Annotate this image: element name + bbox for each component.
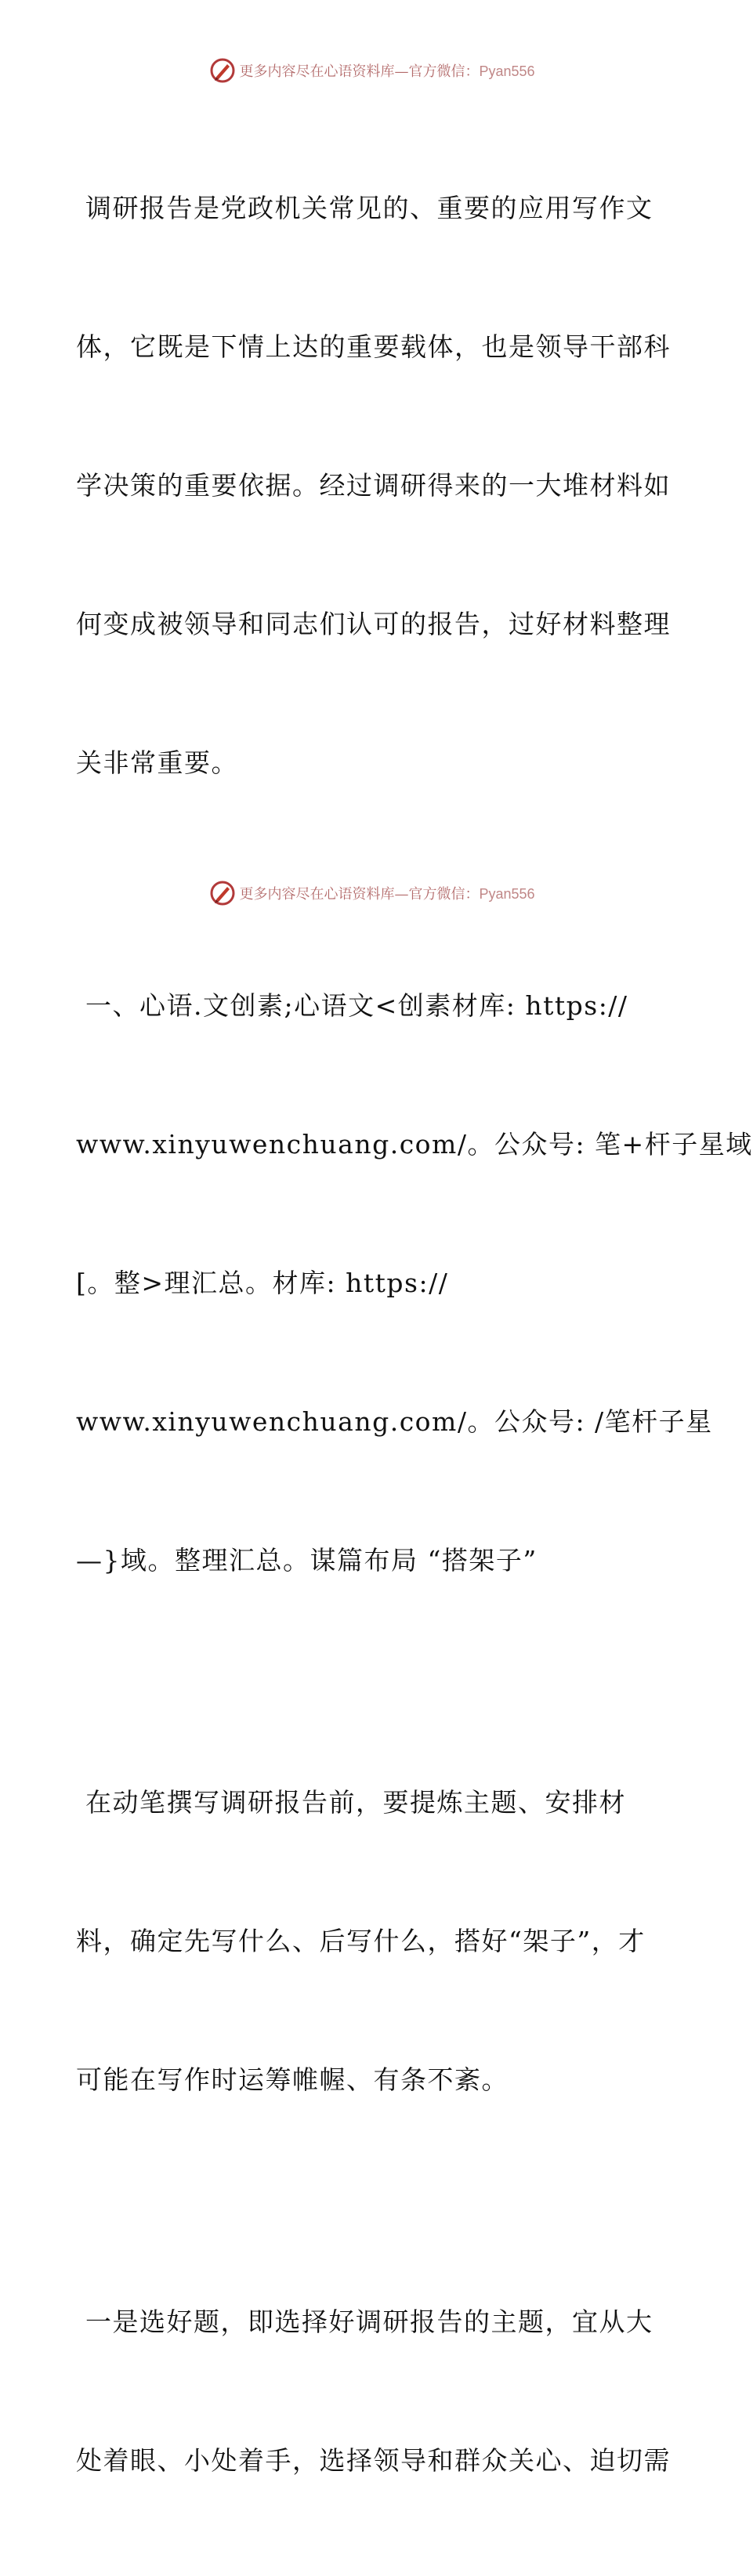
text-line: 调研报告是党政机关常见的、重要的应用写作文 xyxy=(76,193,653,223)
text-line: www.xinyuwenchuang.com/。公众号: /笔杆子星 xyxy=(76,1406,713,1437)
text-line: 一是选好题，即选择好调研报告的主题，宜从大 xyxy=(76,2306,653,2337)
text-line: 何变成被领导和同志们认可的报告，过好材料整理 xyxy=(76,609,671,639)
footer-watermark xyxy=(0,877,744,909)
watermark-text: 更多内容尽在心语资料库—官方微信：Pyan556 xyxy=(239,63,535,80)
watermark-text: 更多内容尽在心语资料库—官方微信：Pyan556 xyxy=(239,886,535,903)
text-line: 处着眼、小处着手，选择领导和群众关心、迫切需 xyxy=(76,2445,671,2476)
text-line: 料，确定先写什么、后写什么，搭好“架子”，才 xyxy=(76,1926,646,1956)
text-line: 关非常重要。 xyxy=(76,747,238,778)
text-line: 体，它既是下情上达的重要载体，也是领导干部科 xyxy=(76,331,671,362)
text-line: [。整>理汇总。材库: https:// xyxy=(76,1268,449,1298)
text-line: 可能在写作时运筹帷幄、有条不紊。 xyxy=(76,2064,509,2095)
text-line: www.xinyuwenchuang.com/。公众号: 笔+杆子星域 xyxy=(76,1129,753,1160)
pen-logo-icon xyxy=(209,880,236,906)
text-line: 学决策的重要依据。经过调研得来的一大堆材料如 xyxy=(76,470,671,501)
text-line: —}域。整理汇总。谋篇布局 “搭架子” xyxy=(76,1545,538,1576)
paragraph-topic xyxy=(76,2206,672,2576)
paragraph-framework xyxy=(76,1687,672,2195)
text-line: 在动笔撰写调研报告前，要提炼主题、安排材 xyxy=(76,1787,626,1818)
header-watermark xyxy=(0,55,744,86)
paragraph-section-one xyxy=(76,890,753,1676)
paragraph-intro xyxy=(76,92,672,878)
text-line: 一、心语.文创素;心语文<创素材库: https:// xyxy=(76,990,628,1021)
pen-logo-icon xyxy=(209,57,236,84)
document-body xyxy=(76,92,753,2576)
